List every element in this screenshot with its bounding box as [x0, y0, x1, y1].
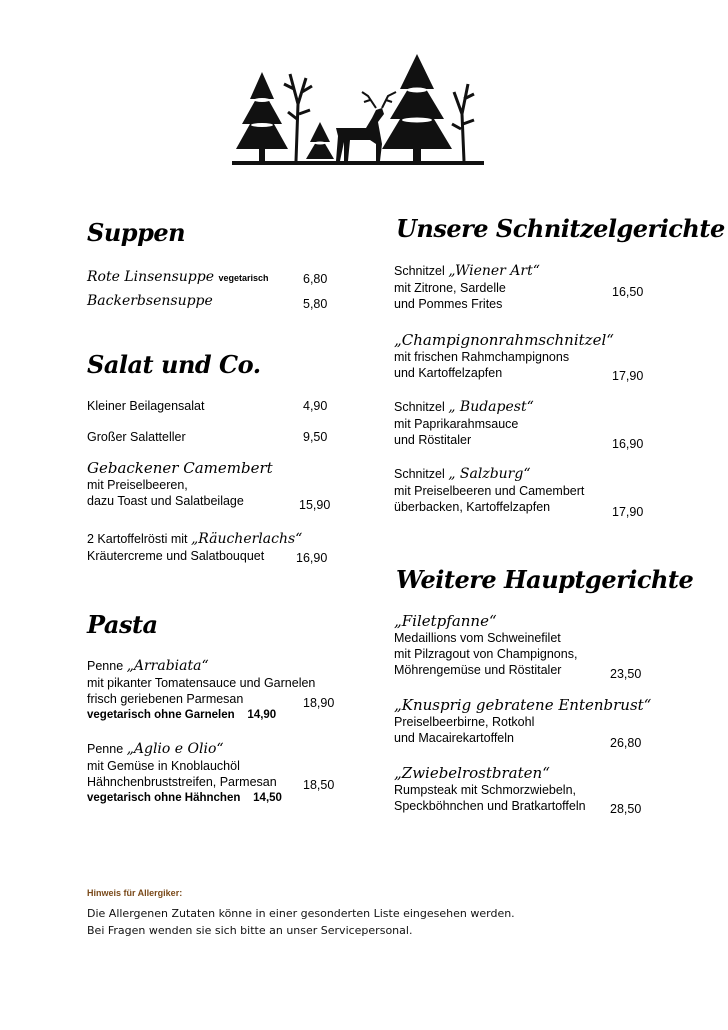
price: 9,50	[303, 430, 328, 444]
price: 15,90	[299, 498, 331, 512]
dish-name: „ Salzburg“	[448, 466, 531, 482]
dish-description: Medaillions vom Schweinefilet	[394, 631, 561, 645]
dish-description: mit pikanter Tomatensauce und Garnelen	[87, 676, 316, 690]
dish-description: Hähnchenbruststreifen, Parmesan	[87, 775, 277, 789]
dish-prefix: Penne	[87, 742, 127, 756]
vegetarian-option-label: vegetarisch ohne Hähnchen	[87, 792, 241, 804]
price: 16,90	[296, 551, 328, 565]
menu-item-wiener-art	[394, 262, 540, 312]
vegetarian-option-label: vegetarisch ohne Garnelen	[87, 709, 235, 721]
price: 18,90	[303, 696, 335, 710]
price: 28,50	[610, 802, 642, 816]
menu-item-zwiebelrostbraten	[394, 764, 586, 814]
vegetarian-option	[87, 707, 315, 723]
price: 16,90	[612, 437, 644, 451]
dish-name: „Champignonrahmschnitzel“	[394, 331, 614, 349]
dish-prefix: Penne	[87, 659, 127, 673]
dish-description: Kräutercreme und Salatbouquet	[87, 549, 265, 563]
dish-description: und Röstitaler	[394, 433, 472, 447]
vegetarian-option	[87, 790, 282, 806]
dish-description: Preiselbeerbirne, Rotkohl	[394, 715, 535, 729]
menu-item-kleiner-beilagensalat: Kleiner Beilagensalat	[87, 399, 205, 413]
menu-item-rote-linsensuppe	[87, 268, 269, 286]
menu-item-backerbsensuppe: Backerbsensuppe	[87, 293, 213, 309]
dish-description: mit Preiselbeeren und Camembert	[394, 484, 585, 498]
dish-description: mit Paprikarahmsauce	[394, 417, 519, 431]
price: 16,50	[612, 285, 644, 299]
dish-name: Rote Linsensuppe	[87, 269, 215, 285]
dish-name: „Aglio e Olio“	[126, 741, 224, 757]
dish-name: „Zwiebelrostbraten“	[394, 764, 550, 782]
allergy-line-2: Bei Fragen wenden sie sich bitte an unser Servicepersonal.	[87, 924, 413, 937]
dish-description: Rumpsteak mit Schmorzwiebeln,	[394, 783, 577, 797]
price: 23,50	[610, 667, 642, 681]
allergy-heading: Hinweis für Allergiker:	[87, 888, 183, 898]
dish-description: und Pommes Frites	[394, 297, 503, 311]
menu-item-grosser-salatteller: Großer Salatteller	[87, 430, 186, 444]
dish-name: „Räucherlachs“	[190, 531, 303, 547]
dish-description: Speckböhnchen und Bratkartoffeln	[394, 799, 586, 813]
price: 5,80	[303, 297, 328, 311]
dish-description: mit Zitrone, Sardelle	[394, 281, 506, 295]
vegetarian-tag: vegetarisch	[218, 273, 269, 283]
dish-description: mit frischen Rahmchampignons	[394, 350, 570, 364]
section-heading-hauptgerichte: Weitere Hauptgerichte	[396, 565, 694, 594]
dish-name: „Knusprig gebratene Entenbrust“	[394, 696, 652, 714]
price: 17,90	[612, 505, 644, 519]
dish-description: Möhrengemüse und Röstitaler	[394, 663, 562, 677]
section-heading-schnitzel: Unsere Schnitzelgerichte	[396, 214, 725, 243]
vegetarian-option-price: 14,50	[253, 792, 282, 804]
menu-item-salzburg	[394, 465, 584, 515]
menu-item-champignonrahmschnitzel	[394, 331, 614, 381]
dish-description: und Kartoffelzapfen	[394, 366, 503, 380]
price: 4,90	[303, 399, 328, 413]
dish-name: „Arrabiata“	[126, 658, 209, 674]
dish-description: mit Preiselbeeren,	[87, 478, 188, 492]
allergy-line-1: Die Allergenen Zutaten könne in einer gesonderten Liste eingesehen werden.	[87, 907, 515, 920]
dish-name: Gebackener Camembert	[87, 459, 273, 477]
dish-name: „Wiener Art“	[448, 263, 540, 279]
menu-item-aglio-e-olio	[87, 740, 282, 806]
menu-item-raeucherlachs	[87, 530, 302, 564]
dish-description: mit Pilzragout von Champignons,	[394, 647, 578, 661]
section-heading-suppen: Suppen	[87, 218, 186, 247]
dish-description: und Macairekartoffeln	[394, 731, 514, 745]
section-heading-salat: Salat und Co.	[87, 350, 261, 379]
dish-prefix: Schnitzel	[394, 400, 449, 414]
dish-description: dazu Toast und Salatbeilage	[87, 494, 244, 508]
dish-prefix: Schnitzel	[394, 264, 449, 278]
menu-item-filetpfanne	[394, 612, 577, 678]
menu-item-arrabiata	[87, 657, 315, 723]
price: 17,90	[612, 369, 644, 383]
dish-description: überbacken, Kartoffelzapfen	[394, 500, 551, 514]
dish-prefix: 2 Kartoffelrösti mit	[87, 532, 191, 546]
menu-item-budapest	[394, 398, 534, 448]
dish-name: „ Budapest“	[448, 399, 534, 415]
price: 18,50	[303, 778, 335, 792]
section-heading-pasta: Pasta	[87, 610, 158, 639]
deer-forest-logo	[232, 44, 484, 170]
dish-description: frisch geriebenen Parmesan	[87, 692, 244, 706]
dish-prefix: Schnitzel	[394, 467, 449, 481]
dish-name: „Filetpfanne“	[394, 612, 497, 630]
vegetarian-option-price: 14,90	[247, 709, 277, 721]
dish-description: mit Gemüse in Knoblauchöl	[87, 759, 240, 773]
price: 26,80	[610, 736, 642, 750]
price: 6,80	[303, 272, 328, 286]
menu-item-gebackener-camembert	[87, 459, 273, 509]
